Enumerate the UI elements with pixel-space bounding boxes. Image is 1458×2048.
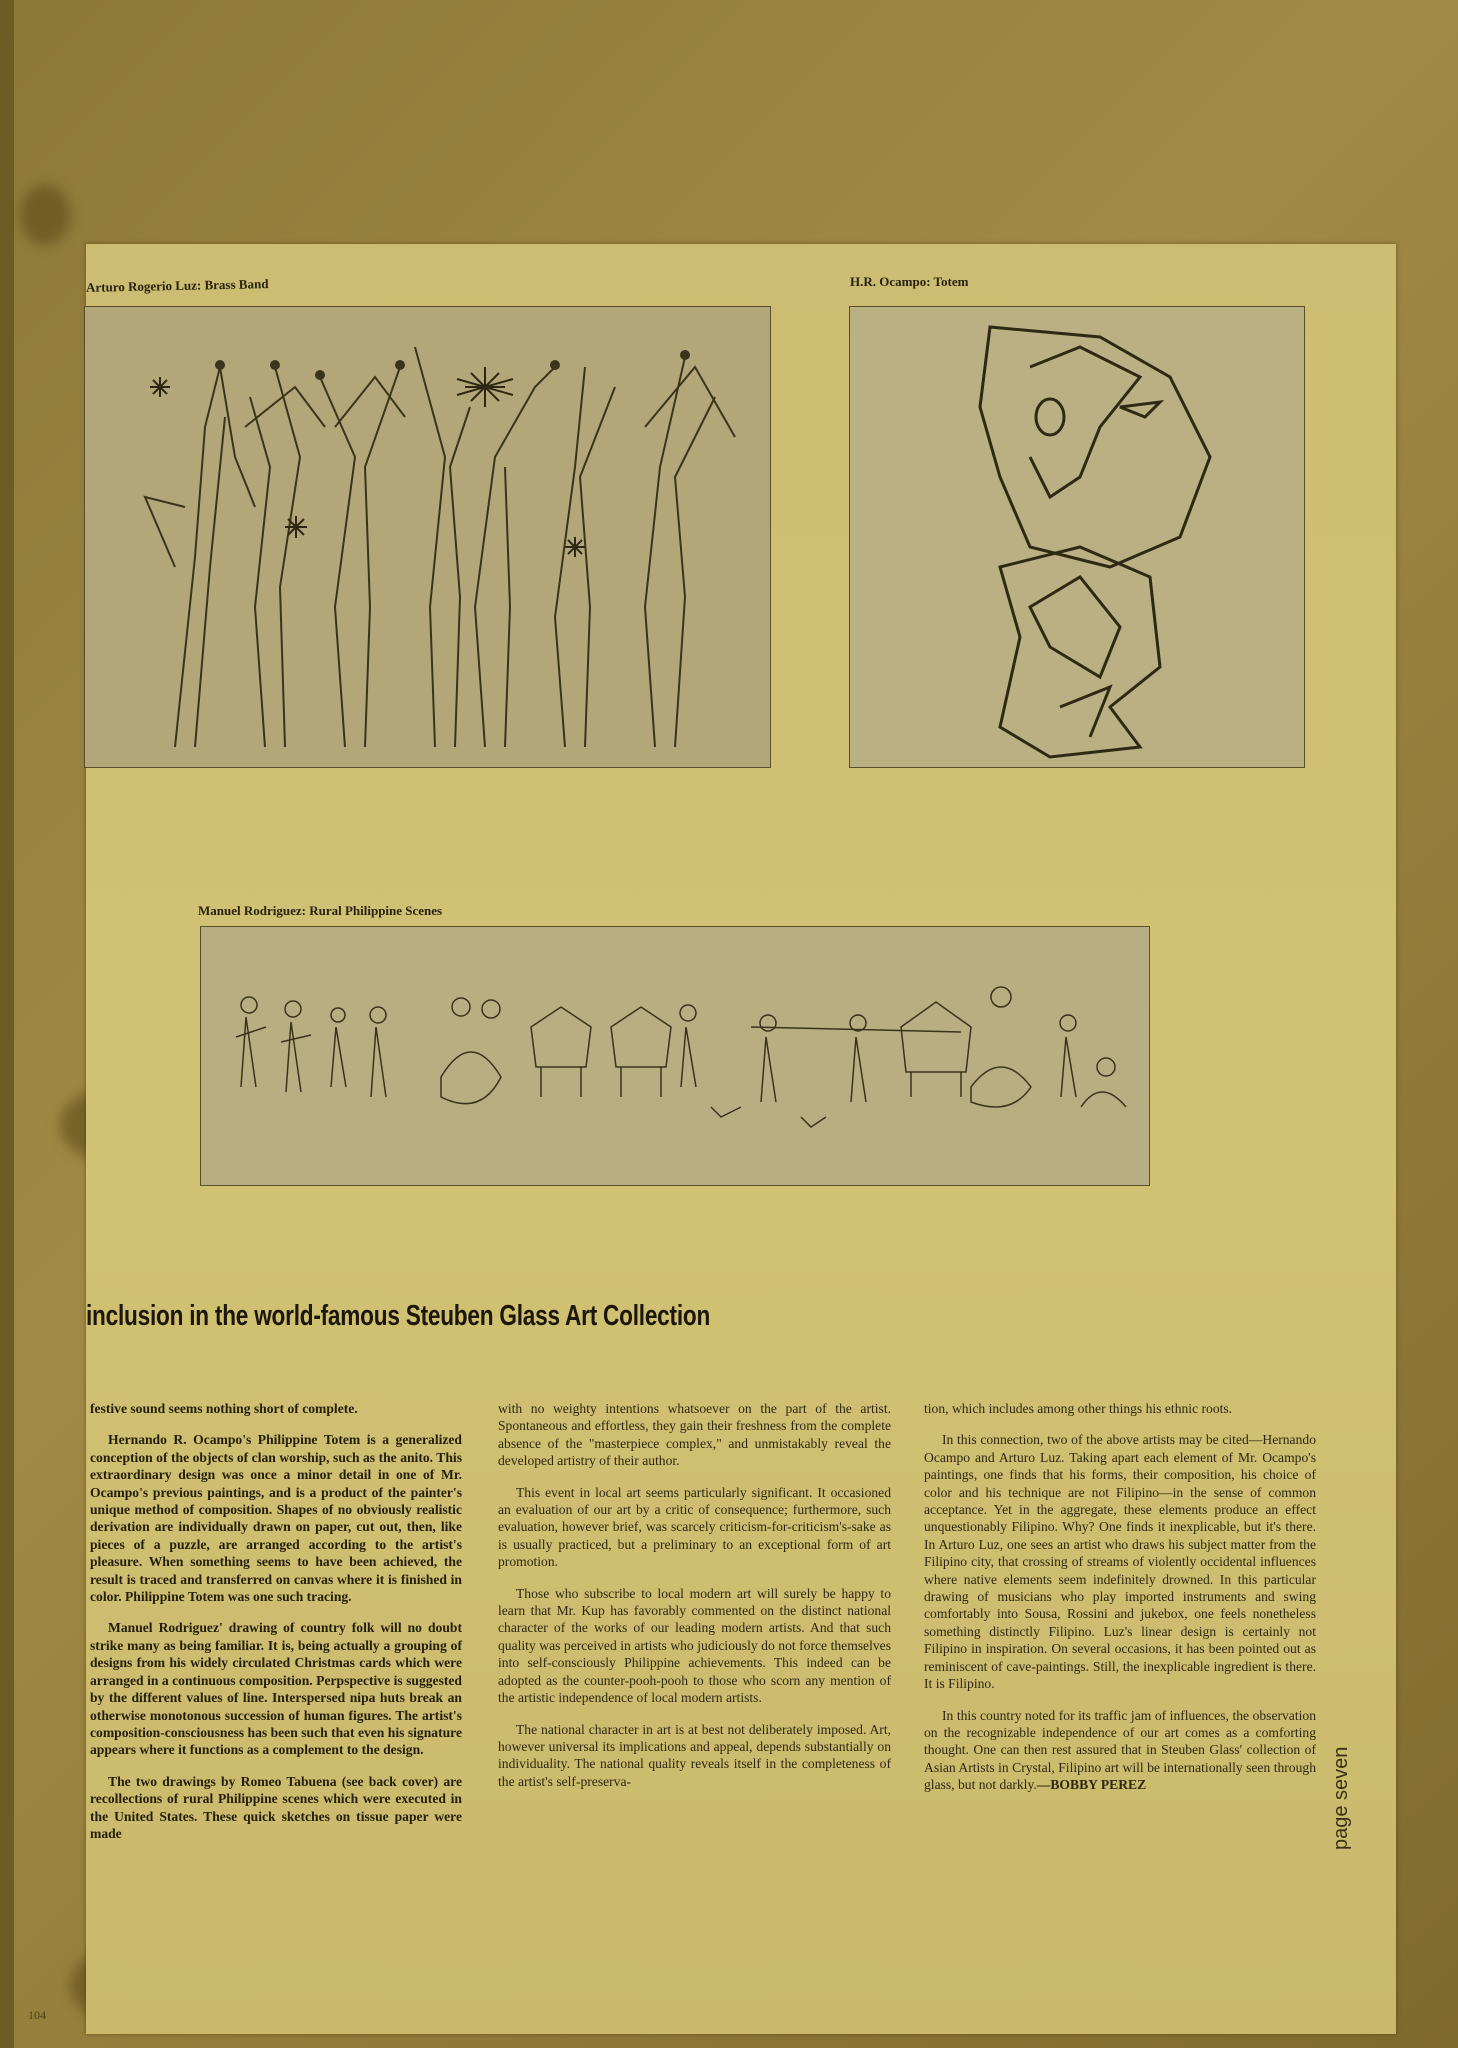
paragraph — [924, 1707, 1316, 1794]
margin-note: 104 — [28, 2008, 46, 2022]
paragraph: tion, which includes among other things his ethnic roots. — [924, 1401, 1233, 1416]
article-column-1 — [90, 1400, 462, 1856]
caption-ocampo: H.R. Ocampo: Totem — [850, 274, 969, 289]
artwork-brass-band — [84, 306, 771, 768]
caption-rodriguez: Manuel Rodriguez: Rural Philippine Scenes — [198, 903, 443, 918]
article-headline: inclusion in the world-famous Steuben Glass Art Collection — [86, 1300, 711, 1332]
paragraph: Those who subscribe to local modern art will surely be happy to learn that Mr. Kup has favorably commented on the distinct national character of the works of our leading modern artists. And that such quality was perceived in artists who judiciously do not force themselves into self-consciously Philippine achievements. This indeed can be adopted as the counter-pooh-pooh to those who scorn any mention of the artistic independence of local modern artists. — [498, 1585, 891, 1706]
paragraph: festive sound seems nothing short of complete. — [90, 1401, 358, 1416]
author-signature: —BOBBY PEREZ — [1036, 1777, 1147, 1793]
page-label: page seven — [1330, 1746, 1352, 1850]
article-column-2 — [498, 1400, 891, 1804]
stain-top-left — [20, 185, 70, 245]
paragraph: This event in local art seems particularly significant. It occasioned an evaluation of our art by a critic of consequence; furthermore, such evaluation, however brief, was scarcely criticism-for-criticism's-sake as is usually practiced, but a preliminary to an exceptional form of art promotion. — [498, 1484, 891, 1570]
paragraph: with no weighty intentions whatsoever on the part of the artist. Spontaneous and effortless, they gain their freshness from the complete absence of the "masterpiece complex," and unmistakably reveal the developed artistry of their author. — [498, 1401, 891, 1469]
board-edge — [0, 0, 14, 2048]
brass-band-drawing — [85, 307, 770, 767]
paragraph: The national character in art is at best not deliberately imposed. Art, however universal its implications and appeal, depends substantially on individuality. The national quality reveals itself in the completeness of the artist's self-preserva- — [498, 1721, 891, 1789]
paragraph-text: In this country noted for its traffic jam of influences, the observation on the recognizable independence of our art comes as a comforting thought. One can then rest assured that in Steuben Glass' collection of Asian Artists in Crystal, Filipino art will be internationally seen through glass, but not darkly. — [924, 1707, 1316, 1793]
artwork-totem — [849, 306, 1305, 768]
paragraph: The two drawings by Romeo Tabuena (see back cover) are recollections of rural Philippine scenes which were executed in the United States. These quick sketches on tissue paper were made — [90, 1773, 462, 1841]
rural-scenes-drawing — [201, 927, 1149, 1185]
caption-luz: Arturo Rogerio Luz: Brass Band — [85, 276, 269, 295]
paragraph: In this connection, two of the above artists may be cited—Hernando Ocampo and Arturo Luz. Taking apart each element of Mr. Ocampo's paintings, one finds that his forms, their composition, his choice of color and his technique are not Filipino—in the sense of common acceptance. Yet in the aggregate, these elements produce an effect unquestionably Filipino. Why? One finds it inexplicable, but it's there. In Arturo Luz, one sees an artist who draws his subject matter from the Filipino city, that crossing of streams of violently occidental influences where native elements seem indefinitely drowned. In this particular drawing of musicians who play imported instruments and swing comfortably into Sousa, Rossini and jukebox, one feels nonetheless something distinctly Filipino. Luz's linear design is certainly not Filipino in inspiration. On several occasions, it has been pointed out as reminiscent of cave-paintings. Still, the inexplicable ingredient is there. It is Filipino. — [924, 1432, 1316, 1692]
totem-drawing — [850, 307, 1304, 767]
paragraph: Hernando R. Ocampo's Philippine Totem is a generalized conception of the objects of clan worship, such as the anito. This extraordinary design was once a minor detail in one of Mr. Ocampo's previous paintings, and is a product of the painter's unique method of composition. Shapes of no obviously realistic derivation are individually drawn on paper, cut out, then, like pieces of a puzzle, are arranged according to the artist's pleasure. When something seems to have been achieved, the result is traced and transferred on canvas where it is finished in color. Philippine Totem was one such tracing. — [90, 1432, 462, 1605]
paragraph: Manuel Rodriguez' drawing of country folk will no doubt strike many as being familiar. It is, being actually a grouping of designs from his widely circulated Christmas cards which were arranged in a continuous composition. Perpspective is suggested by the different values of line. Interspersed nipa huts break an otherwise monotonous succession of human figures. The artist's composition-consciousness has been such that even his signature appears where it functions as a complement to the design. — [90, 1620, 462, 1758]
artwork-rural-scenes — [200, 926, 1150, 1186]
article-column-3 — [924, 1400, 1316, 1808]
